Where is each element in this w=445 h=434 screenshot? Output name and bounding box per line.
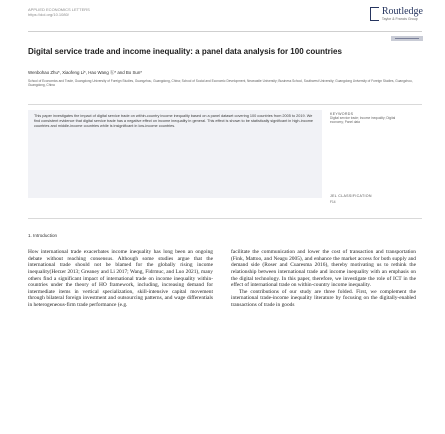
routledge-logo-icon bbox=[370, 7, 379, 21]
intro-paragraph-3: The contributions of our study are three folded. First, we complement the international trade-income inequality literature by focusing on the digitally-enabled transactions of trade in goods bbox=[231, 288, 416, 308]
body-column-left bbox=[28, 249, 213, 309]
publisher-logo[interactable] bbox=[370, 6, 423, 24]
journal-name: APPLIED ECONOMICS LETTERS bbox=[28, 7, 90, 12]
intro-paragraph-2: facilitate the communication and lower the cost of transaction and transportation (Fink, Mattoo, and Neagu 2005), and enhance the market access for both supply and demand side (Roser and Cuaresma 2016), thereby motivating us to rethink the relationship between international trade and income inequality with an emphasis on the digital technology. In this paper, therefore, we investigate the role of ICT in the effect of international trade on within-country income inequality. bbox=[231, 249, 416, 289]
jel-codes: F14 bbox=[330, 200, 336, 204]
section-heading: 1. Introduction bbox=[28, 233, 58, 238]
keywords-list: Digital service trade; Income inequality; Digital economy; Panel data bbox=[330, 116, 396, 125]
abstract-text: This paper investigates the impact of digital service trade on within-country income inequality based on a panel dataset covering 100 countries from 2005 to 2019. We find consistent evidence that digital service trade has a negative effect on income inequality in general. This effect is shown to be statistically significant in high-income countries and middle-income countries while is insignificant in low-income countries. bbox=[34, 114, 314, 128]
abstract-divider bbox=[28, 104, 422, 105]
header-divider bbox=[28, 31, 422, 32]
publisher-subtitle: Taylor & Francis Group bbox=[381, 17, 418, 21]
body-divider bbox=[28, 218, 422, 219]
intro-paragraph-1: How international trade exacerbates income inequality has long been an ongoing debate without reaching consensus. Although some studies argue that the international trade should not be blamed for the globally rising income inequality(Herzer 2013; Greaney and Li 2017; Wang, Fidrmuc, and Luo 2021), many others find a significant impact of international trade on income inequality within-countries under the theory of HO framework, including, increasing demand for intermediate items in vertical specialization, skill-intensive capital movement through bilateral foreign investment and outsourcing patterns, and wage differentials in heterogeneous-firm trade performance (e.g. bbox=[28, 249, 213, 308]
jel-heading: JEL CLASSIFICATION bbox=[330, 194, 372, 198]
author-list[interactable]: Wenbohao Zhu*, Xiaofeng Li*, Hao Wang ⓑ* and Bo Sun* bbox=[28, 70, 142, 75]
crossmark-badge[interactable] bbox=[391, 36, 423, 41]
body-column-right bbox=[231, 249, 416, 309]
journal-header bbox=[0, 0, 445, 30]
journal-doi: https://doi.org/10.1080/ bbox=[28, 12, 69, 17]
author-affiliations: School of Economics and Trade, Guangdong University of Foreign Studies, Guangzhou, Guangdong, China; School of Social and Economic Development, Newcastle University; Business School, Southwest University; Guangdong University of Foreign Studies, Guangzhou, Guangdong, China bbox=[28, 79, 413, 88]
article-title: Digital service trade and income inequality: a panel data analysis for 100 countries bbox=[28, 47, 342, 56]
article-sidebar bbox=[330, 112, 425, 204]
publisher-name: Routledge bbox=[381, 6, 423, 17]
keywords-heading: KEYWORDS bbox=[330, 112, 354, 116]
journal-info bbox=[28, 7, 148, 17]
